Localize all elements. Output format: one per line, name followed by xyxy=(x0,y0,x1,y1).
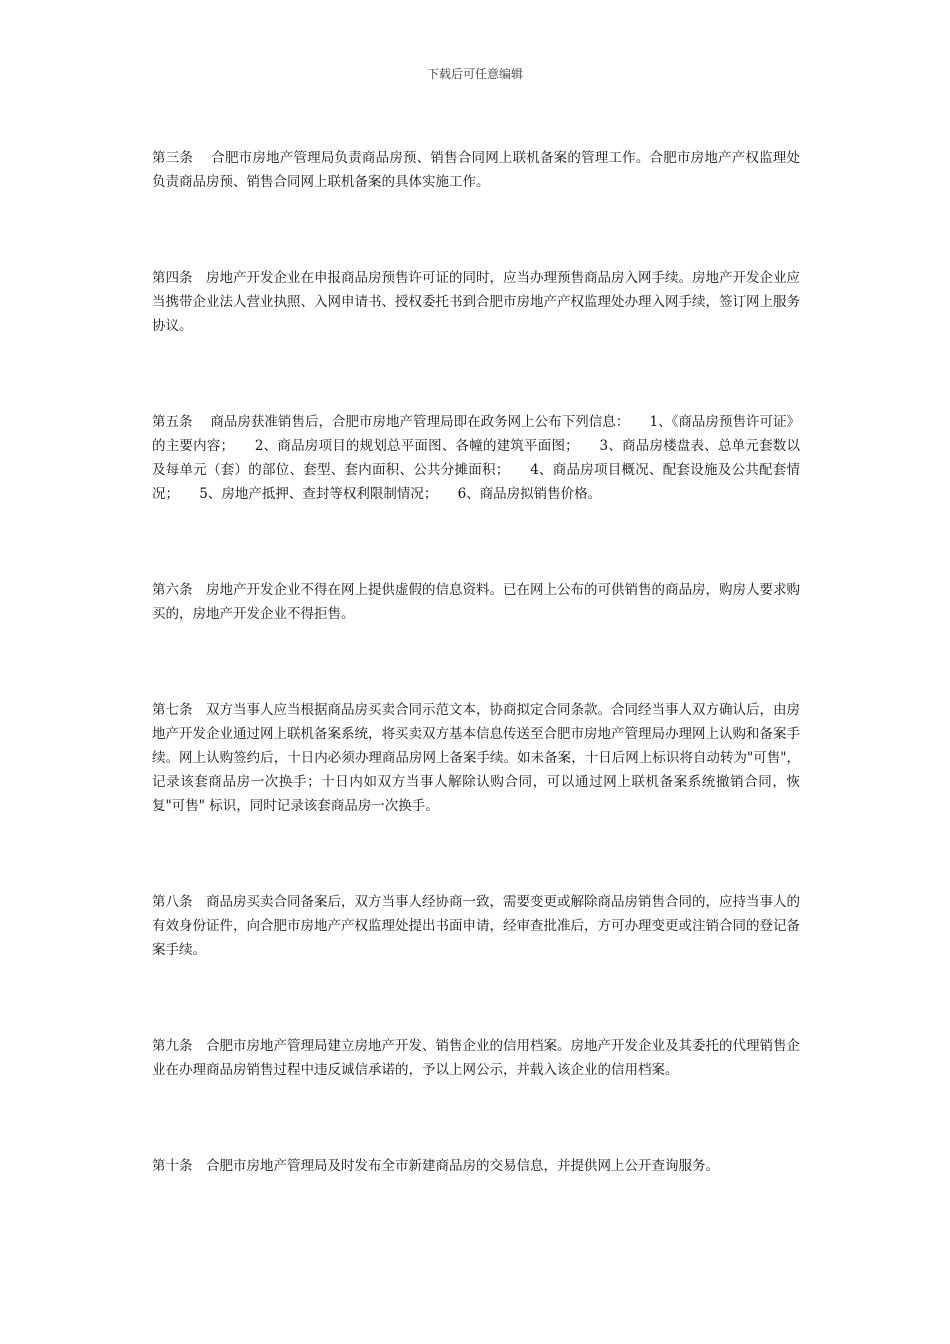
article-6 xyxy=(152,578,800,626)
article-text: 合肥市房地产管理局及时发布全市新建商品房的交易信息，并提供网上公开查询服务。 xyxy=(206,1158,719,1174)
article-5 xyxy=(152,410,800,506)
article-10 xyxy=(152,1154,800,1178)
article-text: 房地产开发企业不得在网上提供虚假的信息资料。已在网上公布的可供销售的商品房，购房人要求购买的，房地产开发企业不得拒售。 xyxy=(152,582,800,622)
article-number: 第八条 xyxy=(152,894,193,910)
article-number: 第九条 xyxy=(152,1038,193,1054)
article-text: 双方当事人应当根据商品房买卖合同示范文本，协商拟定合同条款。合同经当事人双方确认后，由房地产开发企业通过网上联机备案系统，将买卖双方基本信息传送至合肥市房地产管理局办理网上认购和备案手续。网上认购签约后，十日内必须办理商品房网上备案手续。如未备案，十日后网上标识将自动转为"可售"，记录该套商品房一次换手；十日内如双方当事人解除认购合同，可以通过网上联机备案系统撤销合同，恢复"可售" 标识，同时记录该套商品房一次换手。 xyxy=(152,702,800,814)
article-7 xyxy=(152,698,800,818)
article-number: 第四条 xyxy=(152,270,193,286)
article-number: 第五条 xyxy=(152,414,193,430)
article-3 xyxy=(152,146,800,194)
article-text: 合肥市房地产管理局建立房地产开发、销售企业的信用档案。房地产开发企业及其委托的代理销售企业在办理商品房销售过程中违反诚信承诺的，予以上网公示，并载入该企业的信用档案。 xyxy=(152,1038,800,1078)
article-number: 第六条 xyxy=(152,582,193,598)
article-4 xyxy=(152,266,800,338)
article-text: 合肥市房地产管理局负责商品房预、销售合同网上联机备案的管理工作。合肥市房地产产权监理处负责商品房预、销售合同网上联机备案的具体实施工作。 xyxy=(152,150,801,190)
article-text: 商品房买卖合同备案后，双方当事人经协商一致，需要变更或解除商品房销售合同的，应持当事人的有效身份证件，向合肥市房地产产权监理处提出书面申请，经审查批准后，方可办理变更或注销合同的登记备案手续。 xyxy=(152,894,800,958)
article-number: 第七条 xyxy=(152,702,193,718)
article-8 xyxy=(152,890,800,962)
article-text: 商品房获准销售后，合肥市房地产管理局即在政务网上公布下列信息： 1、《商品房预售许可证》的主要内容； 2、商品房项目的规划总平面图、各幢的建筑平面图； 3、商品房楼盘表、总单元套数以及每单元（套）的部位、套型、套内面积、公共分摊面积； 4、商品房项目概况、配套设施及公共配套情况； 5、房地产抵押、查封等权利限制情况； 6、商品房拟销售价格。 xyxy=(152,414,801,502)
page-header: 下载后可任意编辑 xyxy=(426,67,523,81)
article-9 xyxy=(152,1034,800,1082)
article-number: 第三条 xyxy=(152,150,194,166)
article-number: 第十条 xyxy=(152,1158,193,1174)
article-text: 房地产开发企业在申报商品房预售许可证的同时，应当办理预售商品房入网手续。房地产开发企业应当携带企业法人营业执照、入网申请书、授权委托书到合肥市房地产产权监理处办理入网手续，签订网上服务协议。 xyxy=(152,270,800,334)
